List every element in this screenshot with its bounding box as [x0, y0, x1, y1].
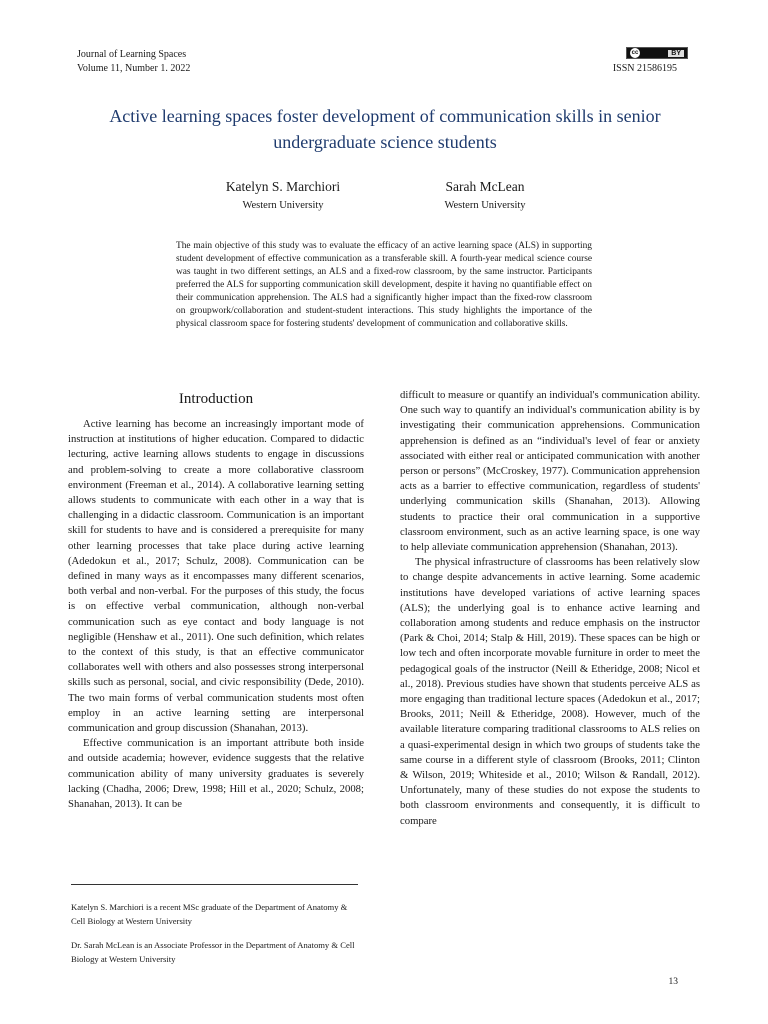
author-block [375, 178, 595, 213]
author-affiliation: Western University [444, 200, 526, 211]
journal-name: Journal of Learning Spaces [77, 49, 187, 60]
body-paragraph: Effective communication is an important attribute both inside and outside academia; however, evidence suggests that the relative communication ability of many university graduates is severely lacking (Chadha, 2006; Drew, 1998; Hill et al., 2020; Schulz, 2008; Shanahan, 2013). It can be [68, 737, 364, 811]
page-number: 13 [668, 977, 678, 987]
license-by-label: BY [668, 50, 684, 57]
issn: ISSN 21586195 [612, 63, 677, 74]
footnote: Dr. Sarah McLean is an Associate Professor in the Department of Anatomy & Cell Biology at Western University [71, 940, 355, 964]
body-paragraph: difficult to measure or quantify an individual's communication ability. One such way to quantify an individual's communication ability is by investigating their communication apprehensions. Communication apprehension is defined as an “individual's level of fear or anxiety associated with either real or anticipated communication with another person or persons” (McCroskey, 1977). Communication apprehension acts as a barrier to effective communication, regardless of students' underlying communication skills (Shanahan, 2013). Allowing students to practice their oral communication in a supportive classroom environment, such as an active learning space, is one way to help alleviate communication apprehension (Shanahan, 2013). [400, 389, 700, 554]
journal-volume: Volume 11, Number 1. 2022 [77, 63, 191, 74]
left-column [68, 417, 364, 812]
footnote: Katelyn S. Marchiori is a recent MSc graduate of the Department of Anatomy & Cell Biology at Western University [71, 902, 348, 926]
abstract: The main objective of this study was to evaluate the efficacy of an active learning space (ALS) in supporting student development of effective communication as a transferable skill. A fourth-year medical science course was taught in two different settings, an ALS and a fixed-row classroom, by the same instructor. Participants preferred the ALS for supporting communication skill development, despite it having no quantifiable effect on their communication apprehension. The ALS had a significantly higher impact than the fixed-row classroom on groupwork/collaboration and student-student interactions. This study highlights the importance of the physical classroom space for fostering students' development of communication and collaborative skills. [176, 241, 592, 329]
author-name: Sarah McLean [445, 179, 525, 194]
journal-header [77, 48, 190, 76]
author-block [173, 178, 393, 213]
article-title: Active learning spaces foster development of communication skills in senior undergraduate science students [109, 106, 661, 152]
body-paragraph: The physical infrastructure of classrooms has been relatively slow to change despite advancements in active learning. Some academic institutions have developed variations of active learning spaces (ALS); the underlying goal is to enhance active learning and collaboration among students and reduce emphasis on the instructor (Park & Choi, 2014; Stalp & Hill, 2019). These spaces can be high or low tech and often incorporate movable furniture in order to meet the pedagogical goals of the instructor (Neill & Etheridge, 2008; Nicol et al., 2018). Previous studies have shown that students perceive ALS as more engaging than traditional lecture spaces (Adedokun et al., 2017; Brooks, 2011; Neill & Etheridge, 2008). However, much of the available literature comparing traditional classrooms to ALS relies on a quasi-experimental design in which two groups of students take the same course in a different style of classroom (Brooks, 2011; Clinton & Wilson, 2019; Whiteside et al., 2010; Wilson & Randall, 2012). Unfortunately, many of these studies do not expose the students to both classroom environments and consequently, it is difficult to compare [400, 556, 700, 827]
creative-commons-icon: cc [631, 50, 639, 56]
author-affiliation: Western University [242, 200, 324, 211]
footnote-divider [71, 884, 358, 885]
right-column [400, 388, 700, 829]
cc-by-license-badge[interactable] [626, 47, 688, 59]
section-heading: Introduction [178, 391, 254, 407]
author-name: Katelyn S. Marchiori [225, 179, 341, 194]
body-paragraph: Active learning has become an increasingly important mode of instruction at institutions of higher education. Compared to didactic lecturing, active learning allows students to engage in discussions and problem-solving to create a more collaborative classroom environment (Freeman et al., 2014). A collaborative learning setting allows students to communicate with each other in a way that is challenging in a didactic classroom. Communication is an important skill for students to have and is considered a prerequisite for many other learning processes that take place during active learning (Adedokun et al., 2017; Schulz, 2008). Communication can be defined in many ways as it encompasses many different scenarios, both verbal and non-verbal. For the purposes of this study, the focus is on effective verbal communication, although non-verbal communication such as eye contact and body language is not negligible (Henshaw et al., 2011). One such definition, which relates to the context of this study, is that an effective communicator collaborates well with others and also possesses strong interpersonal skills such as personal, social, and civic responsibility (Dede, 2010). The two main forms of verbal communication students most often employ in an active learning setting are interpersonal communication and group discussion (Shanahan, 2013). [68, 418, 364, 735]
